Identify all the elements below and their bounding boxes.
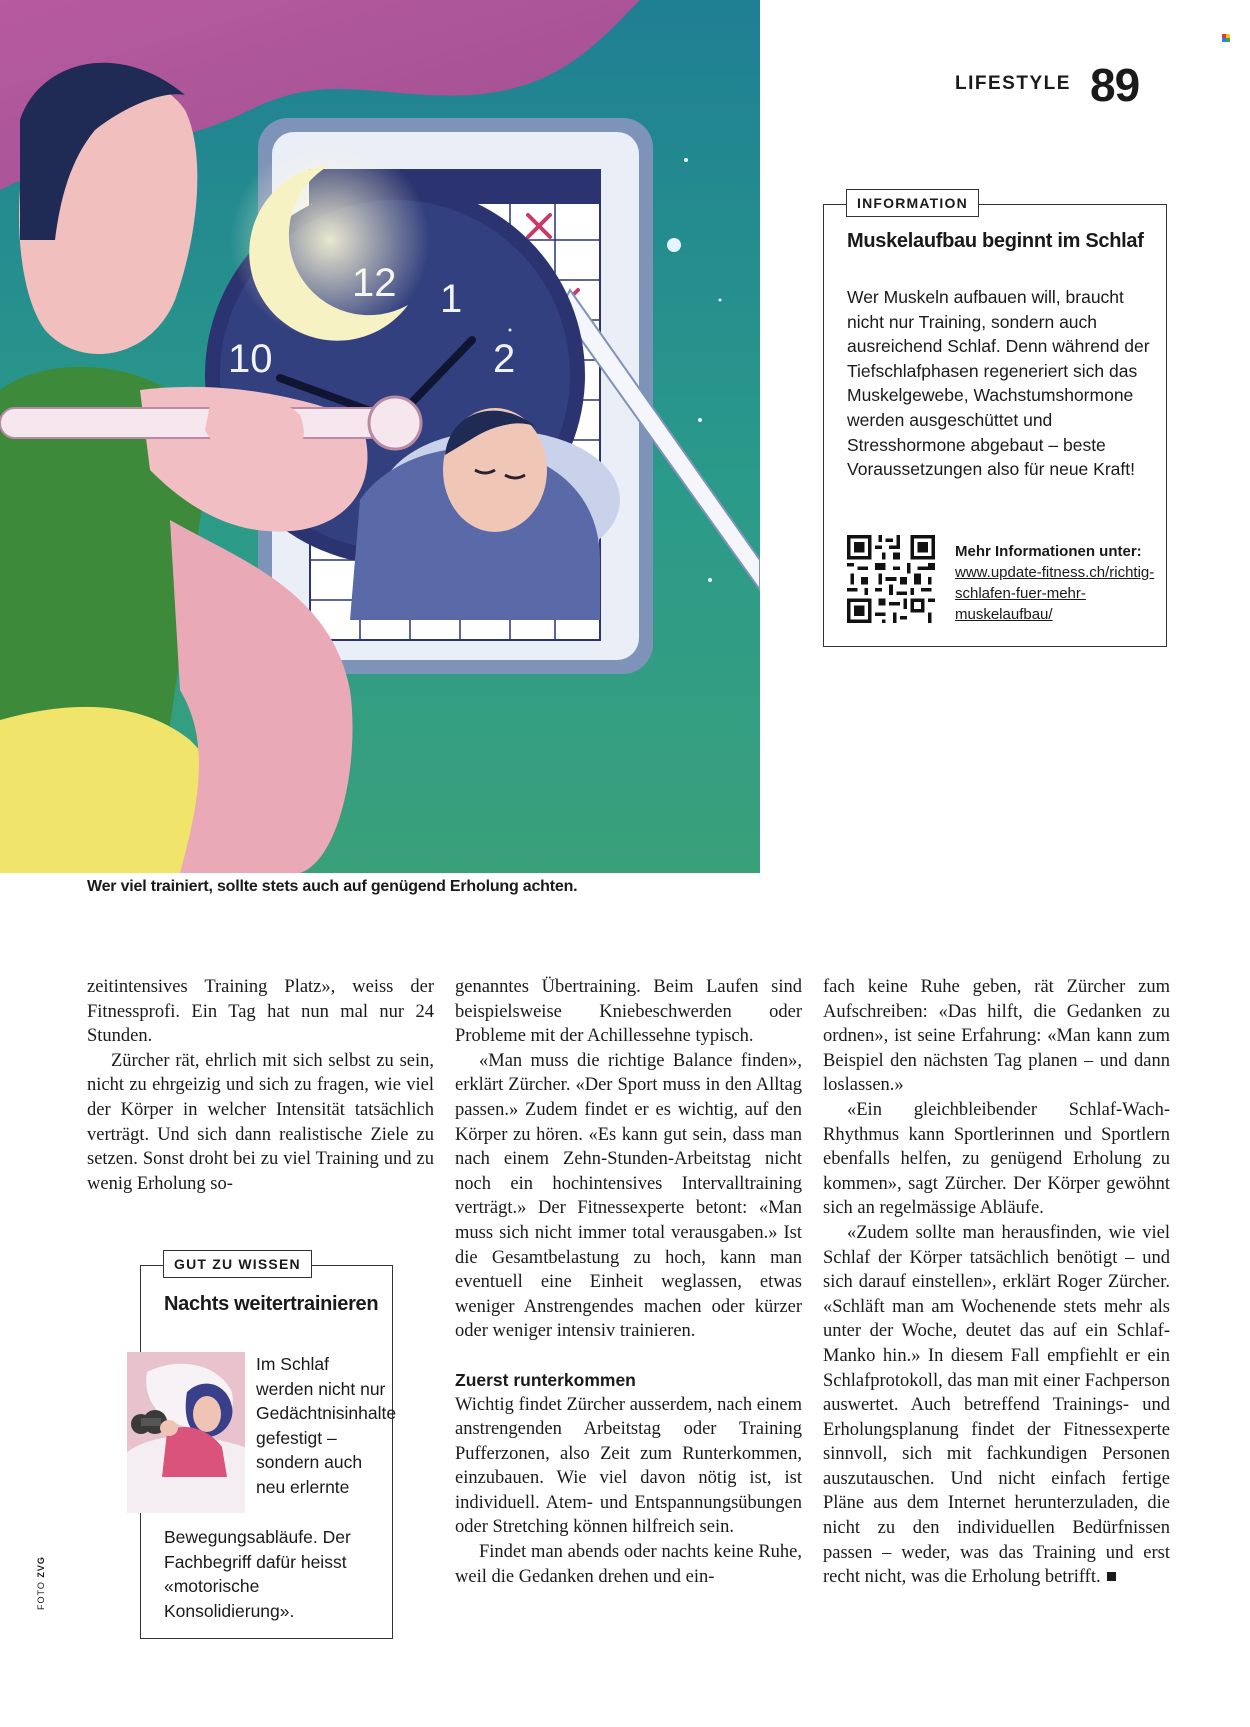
article-paragraph: Zürcher rät, ehrlich mit sich selbst zu sein, nicht zu ehrgeizig und sich zu fragen, wie viel der Körper in welcher Intensität tatsächlich verträgt. Und sich dann realistische Ziele zu setzen. Sonst droht bei zu viel Training und zu wenig Erholung so-: [87, 1050, 434, 1194]
article-paragraph: Findet man abends oder nachts keine Ruhe, weil die Gedanken drehen und ein-: [455, 1542, 802, 1587]
article-paragraph: genanntes Übertraining. Beim Laufen sind beispielsweise Kniebeschwerden oder Probleme mit der Achillessehne typisch.: [455, 977, 802, 1047]
article-column-1: [87, 975, 434, 1196]
qr-code-icon[interactable]: [847, 535, 935, 623]
clock-number-2: 2: [493, 337, 516, 381]
illustration-caption: Wer viel trainiert, sollte stets auch auf genügend Erholung achten.: [87, 878, 578, 895]
knowledge-tag: GUT ZU WISSEN: [163, 1250, 312, 1278]
information-title: Muskelaufbau beginnt im Schlaf: [847, 230, 1144, 252]
clock-number-1: 1: [440, 277, 463, 321]
section-label: LIFESTYLE: [955, 73, 1071, 94]
information-body: Wer Muskeln aufbauen will, braucht nicht nur Training, sondern auch ausreichend Schlaf. Denn während der Tiefschlafphasen regeneriert sich das Muskelgewebe, Wachstumshormone werden ausgeschüttet und Stresshormone abgebaut – beste Voraussetzungen also für neue Kraft!: [847, 287, 1150, 480]
knowledge-text-wrapped: Im Schlaf werden nicht nur Gedächtnisinhalte gefestigt – sondern auch neu erlernte: [256, 1354, 397, 1497]
photo-credit-label: FOTO: [36, 1581, 46, 1610]
knowledge-text: Bewegungsabläufe. Der Fachbegriff dafür heisst «motorische Konsolidierung».: [164, 1527, 351, 1621]
clock-number-10: 10: [228, 337, 273, 381]
more-info-link[interactable]: www.update-fitness.ch/richtig-schlafen-fuer-mehr-muskelaufbau/: [955, 564, 1155, 623]
information-box: [823, 195, 1167, 647]
information-tag: INFORMATION: [846, 189, 979, 217]
sleeping-woman-image: [127, 1352, 245, 1513]
knowledge-box: [140, 1256, 397, 1639]
article-column-2: [455, 975, 802, 1589]
more-info-label: Mehr Informationen unter:: [955, 543, 1142, 560]
article-paragraph: «Zudem sollte man herausfinden, wie viel Schlaf der Körper tatsächlich benötigt – und sich darauf einstellen», erklärt Roger Zürcher. «Schläft man am Wochenende stets mehr als unter der Woche, deutet das auf ein Schlaf-Manko hin.» In diesem Fall empfiehlt er ein Schlafprotokoll, das man mit einer Fachperson auswertet. Auch betreffend Trainings- und Erholungsplanung findet der Fitnessexperte sinnvoll, sich mit fachkundigen Personen auszutauschen. Und nicht einfach fertige Pläne aus dem Internet herunterzuladen, die nicht zu den individuellen Bedürfnissen passen – weder, was das Training und erst recht nicht, was die Erholung betrifft.: [823, 1222, 1170, 1588]
page-number: 89: [1090, 59, 1140, 111]
sleep-training-illustration: [0, 0, 760, 873]
photo-credit-source: ZVG: [36, 1556, 46, 1578]
article-paragraph: «Ein gleichbleibender Schlaf-Wach-Rhythmus kann Sportlerinnen und Sportlern ebenfalls helfen, zu genügend Erholung zu kommen», sagt Zürcher. Der Körper gewöhnt sich an regelmässige Abläufe.: [823, 1099, 1170, 1219]
color-registration-mark: [1222, 34, 1230, 42]
article-subheading: Zuerst runterkommen: [455, 1369, 636, 1390]
article-column-3: [823, 975, 1170, 1590]
end-of-article-mark: [1107, 1572, 1116, 1581]
article-paragraph: fach keine Ruhe geben, rät Zürcher zum Aufschreiben: «Das hilft, die Gedanken zu ordnen», ist seine Erfahrung: «Man kann zum Beispiel den nächsten Tag planen – und dann loslassen.»: [823, 977, 1170, 1096]
knowledge-title: Nachts weitertrainieren: [164, 1293, 379, 1315]
article-paragraph: Wichtig findet Zürcher ausserdem, nach einem anstrengenden Arbeitstag oder Training Pufferzonen, also Zeit zum Runterkommen, einzubauen. Wie viel davon nötig ist, ist individuell. Atem- und Entspannungsübungen oder Stretching können hilfreich sein.: [455, 1394, 802, 1538]
photo-credit: [36, 1556, 46, 1610]
article-paragraph: «Man muss die richtige Balance finden», erklärt Zürcher. «Der Sport muss in den Alltag passen.» Zudem findet er es wichtig, auf den Körper zu hören. «Es kann gut sein, dass man nach einem Zehn-Stunden-Arbeitstag nicht noch ein hochintensives Intervalltraining verträgt.» Der Fitnessexperte betont: «Man muss sich nicht immer total verausgaben.» Ist die Gesamtbelastung zu hoch, kann man eventuell eine Einheit weglassen, etwas weniger Anstrengendes machen oder kürzer oder weniger intensiv trainieren.: [455, 1050, 802, 1342]
article-paragraph: zeitintensives Training Platz», weiss der Fitnessprofi. Ein Tag hat nun mal nur 24 Stunden.: [87, 977, 434, 1047]
